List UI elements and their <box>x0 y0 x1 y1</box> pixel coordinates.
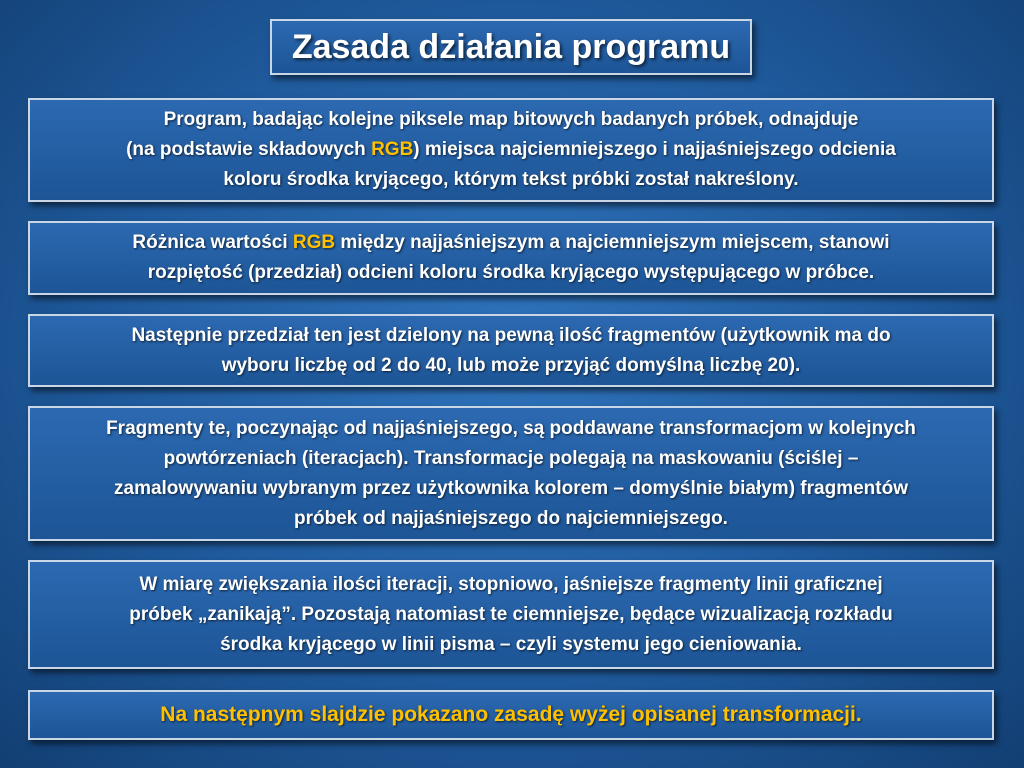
text-box-2-line-2: rozpiętość (przedział) odcieni koloru środka kryjącego występującego w próbce. <box>147 262 875 283</box>
text-box-4-paragraph <box>106 414 916 534</box>
text-box-3-line-1: Następnie przedział ten jest dzielony na pewną ilość fragmentów (użytkownik ma do <box>131 324 891 346</box>
text-box-5-line-3: środka kryjącego w linii pisma – czyli systemu jego cieniowania. <box>220 633 802 655</box>
text-box-6 <box>28 690 994 740</box>
text-box-5-paragraph <box>129 570 892 660</box>
text-box-2 <box>28 221 994 295</box>
text-box-1-line-2-end: ) miejsca najciemniejszego i najjaśniejszego odcienia <box>413 139 896 160</box>
text-box-4-line-3: zamalowywaniu wybranym przez użytkownika kolorem – domyślnie białym) fragmentów <box>114 477 908 499</box>
text-box-5-line-2: próbek „zanikają”. Pozostają natomiast te ciemniejsze, będące wizualizacją rozkładu <box>129 603 893 625</box>
text-box-1-paragraph <box>126 105 896 195</box>
next-slide-note: Na następnym slajdzie pokazano zasadę wyżej opisanej transformacji. <box>160 703 862 726</box>
slide-title: Zasada działania programu <box>270 19 752 75</box>
text-box-4-line-2: powtórzeniach (iteracjach). Transformacje polegają na maskowaniu (ściślej – <box>163 447 859 469</box>
text-box-3-paragraph <box>131 321 890 381</box>
text-box-3-line-2: wyboru liczbę od 2 do 40, lub może przyjąć domyślną liczbę 20). <box>221 354 801 376</box>
text-box-3 <box>28 314 994 387</box>
text-box-1-line-3: koloru środka kryjącego, którym tekst próbki został nakreślony. <box>223 169 799 190</box>
text-box-1 <box>28 98 994 202</box>
text-box-1-line-2-start: (na podstawie składowych <box>126 139 372 160</box>
text-box-2-line-1-start: Różnica wartości <box>132 232 293 253</box>
rgb-highlight: RGB <box>371 139 414 160</box>
text-box-5 <box>28 560 994 669</box>
text-box-4-line-1: Fragmenty te, poczynając od najjaśniejszego, są poddawane transformacjom w kolejnych <box>106 417 916 439</box>
text-box-4-line-4: próbek od najjaśniejszego do najciemniejszego. <box>294 507 728 529</box>
text-box-1-line-1: Program, badając kolejne piksele map bitowych badanych próbek, odnajduje <box>163 109 859 130</box>
text-box-4 <box>28 406 994 541</box>
text-box-5-line-1: W miarę zwiększania ilości iteracji, stopniowo, jaśniejsze fragmenty linii graficznej <box>139 573 883 595</box>
rgb-highlight: RGB <box>292 232 336 253</box>
text-box-2-paragraph <box>132 228 889 288</box>
text-box-2-line-1-end: między najjaśniejszym a najciemniejszym miejscem, stanowi <box>335 232 890 253</box>
